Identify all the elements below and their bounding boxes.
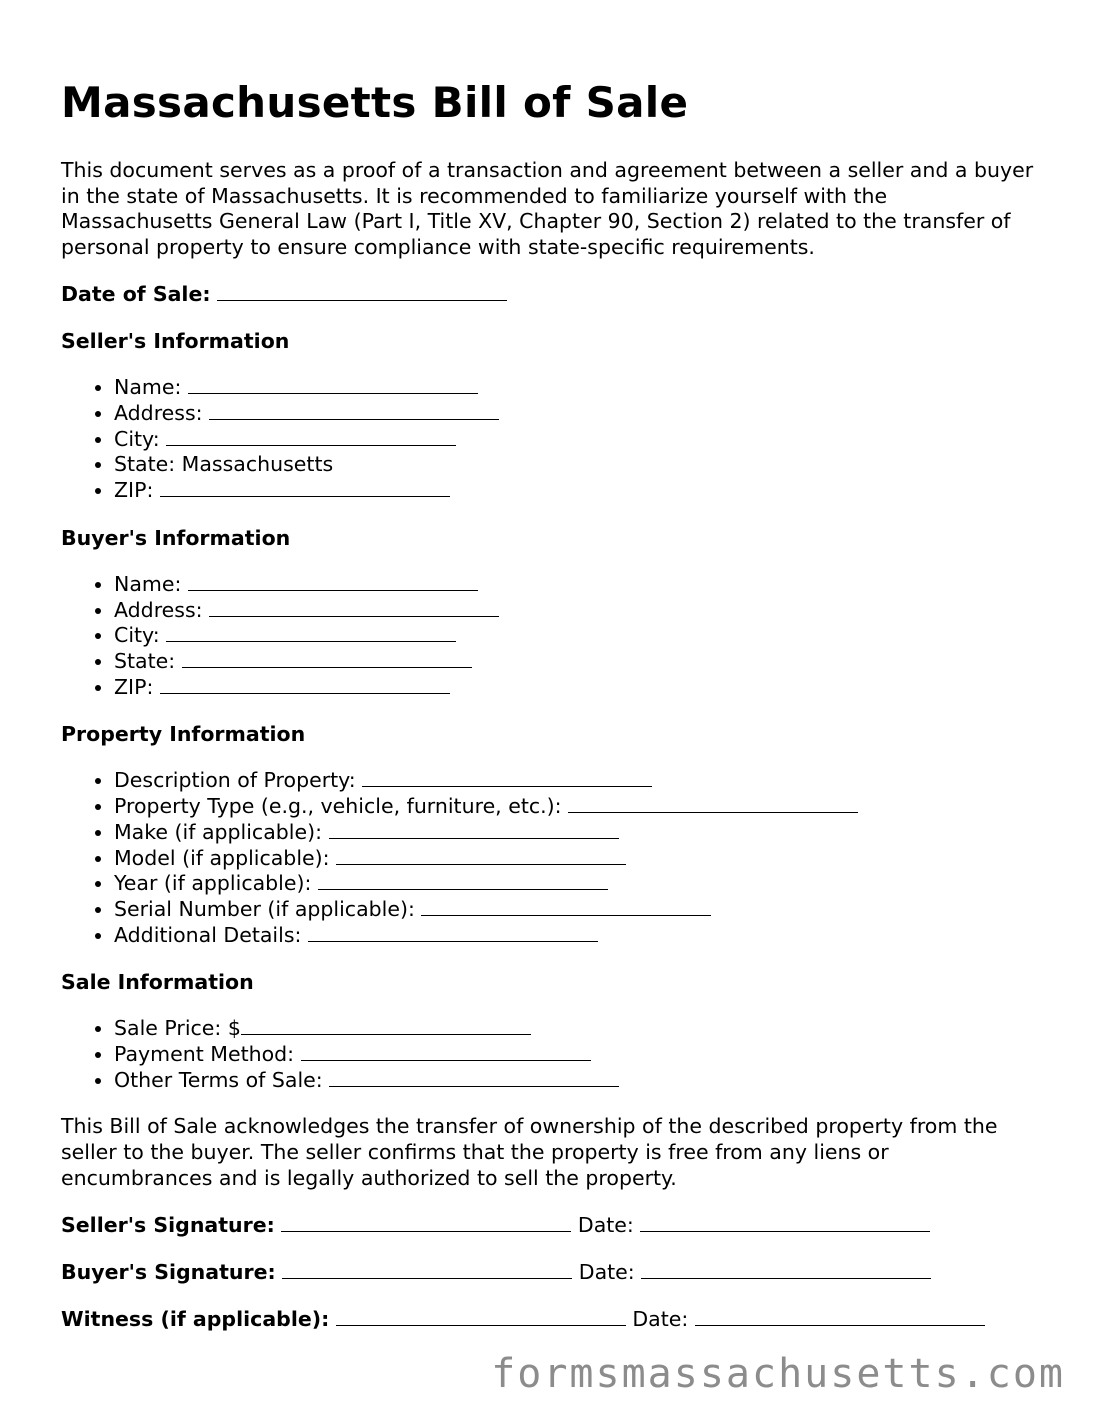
buyer-city-label: City: <box>114 623 160 648</box>
buyer-state-blank[interactable] <box>182 649 472 668</box>
property-details-label: Additional Details: <box>114 922 302 947</box>
date-of-sale-blank[interactable] <box>217 282 507 301</box>
sale-info-list <box>61 1016 1041 1093</box>
property-make-label: Make (if applicable): <box>114 819 322 844</box>
seller-name-label: Name: <box>114 375 182 400</box>
document-title: Massachusetts Bill of Sale <box>61 78 689 127</box>
property-heading: Property Information <box>61 722 306 747</box>
seller-zip-label: ZIP: <box>114 478 154 503</box>
buyer-date-blank[interactable] <box>641 1260 931 1279</box>
property-year-label: Year (if applicable): <box>114 871 312 896</box>
buyer-name-blank[interactable] <box>188 572 478 591</box>
property-description-blank[interactable] <box>362 768 652 787</box>
buyer-state-item <box>114 649 1041 675</box>
witness-signature-label: Witness (if applicable): <box>61 1307 330 1332</box>
closing-paragraph: This Bill of Sale acknowledges the transfer of ownership of the described property from the seller to the buyer. The seller confirms that the property is free from any liens or encumbrances and is legally authorized to sell the property. <box>61 1114 998 1190</box>
payment-method-label: Payment Method: <box>114 1042 295 1067</box>
date-of-sale-field <box>61 281 1041 307</box>
buyer-address-label: Address: <box>114 597 203 622</box>
sale-price-blank[interactable] <box>241 1016 531 1035</box>
property-make-blank[interactable] <box>329 820 619 839</box>
seller-signature-label: Seller's Signature: <box>61 1213 275 1238</box>
seller-state-item <box>114 452 1041 478</box>
buyer-address-item <box>114 598 1041 624</box>
property-type-item <box>114 794 1041 820</box>
property-details-blank[interactable] <box>308 923 598 942</box>
property-year-item <box>114 871 1041 897</box>
property-details-item <box>114 923 1041 949</box>
sale-price-label: Sale Price: $ <box>114 1016 241 1041</box>
buyer-zip-item <box>114 675 1041 701</box>
seller-address-item <box>114 401 1041 427</box>
property-model-item <box>114 846 1041 872</box>
buyer-signature-blank[interactable] <box>282 1260 572 1279</box>
seller-date-label: Date: <box>577 1213 634 1238</box>
seller-heading: Seller's Information <box>61 329 290 354</box>
payment-method-blank[interactable] <box>301 1042 591 1061</box>
seller-zip-blank[interactable] <box>160 478 450 497</box>
seller-address-label: Address: <box>114 401 203 426</box>
buyer-name-item <box>114 572 1041 598</box>
site-watermark: formsmassachusetts.com <box>491 1351 1065 1397</box>
property-description-label: Description of Property: <box>114 768 356 793</box>
seller-zip-item <box>114 478 1041 504</box>
buyer-signature-row <box>61 1259 1041 1285</box>
buyer-state-label: State: <box>114 649 176 673</box>
intro-paragraph: This document serves as a proof of a transaction and agreement between a seller and a buyer in the state of Massachusetts. It is recommended to familiarize yourself with the Massachusetts General Law (Part I, Title XV, Chapter 90, Section 2) related to the transfer of personal property to ensure compliance with state-specific requirements. <box>61 158 1034 259</box>
buyer-city-blank[interactable] <box>166 623 456 642</box>
property-info-list <box>61 768 1041 948</box>
property-model-label: Model (if applicable): <box>114 845 330 870</box>
seller-name-item <box>114 375 1041 401</box>
sale-heading: Sale Information <box>61 970 254 995</box>
property-year-blank[interactable] <box>318 871 608 890</box>
witness-signature-row <box>61 1306 1041 1332</box>
seller-info-list <box>61 375 1041 504</box>
seller-signature-blank[interactable] <box>281 1213 571 1232</box>
payment-method-item <box>114 1042 1041 1068</box>
property-serial-label: Serial Number (if applicable): <box>114 896 415 921</box>
witness-date-label: Date: <box>632 1307 689 1332</box>
other-terms-blank[interactable] <box>329 1068 619 1087</box>
property-model-blank[interactable] <box>336 846 626 865</box>
property-type-label: Property Type (e.g., vehicle, furniture, etc.): <box>114 794 562 819</box>
buyer-name-label: Name: <box>114 571 182 596</box>
other-terms-item <box>114 1068 1041 1094</box>
buyer-info-list <box>61 572 1041 701</box>
property-description-item <box>114 768 1041 794</box>
seller-date-blank[interactable] <box>640 1213 930 1232</box>
buyer-zip-blank[interactable] <box>160 675 450 694</box>
property-make-item <box>114 820 1041 846</box>
seller-city-blank[interactable] <box>166 427 456 446</box>
buyer-heading: Buyer's Information <box>61 525 291 550</box>
seller-address-blank[interactable] <box>209 401 499 420</box>
buyer-signature-label: Buyer's Signature: <box>61 1260 276 1285</box>
seller-city-label: City: <box>114 426 160 451</box>
date-of-sale-label: Date of Sale: <box>61 282 211 307</box>
witness-date-blank[interactable] <box>695 1307 985 1326</box>
seller-signature-row <box>61 1212 1041 1238</box>
buyer-address-blank[interactable] <box>209 598 499 617</box>
buyer-city-item <box>114 623 1041 649</box>
other-terms-label: Other Terms of Sale: <box>114 1067 323 1092</box>
witness-signature-blank[interactable] <box>336 1307 626 1326</box>
seller-state-label: State: Massachusetts <box>114 452 334 477</box>
seller-city-item <box>114 427 1041 453</box>
property-type-blank[interactable] <box>568 794 858 813</box>
property-serial-item <box>114 897 1041 923</box>
sale-price-item <box>114 1016 1041 1042</box>
document-page <box>61 78 1041 1353</box>
buyer-date-label: Date: <box>578 1260 635 1285</box>
seller-name-blank[interactable] <box>188 375 478 394</box>
buyer-zip-label: ZIP: <box>114 674 154 699</box>
property-serial-blank[interactable] <box>421 897 711 916</box>
